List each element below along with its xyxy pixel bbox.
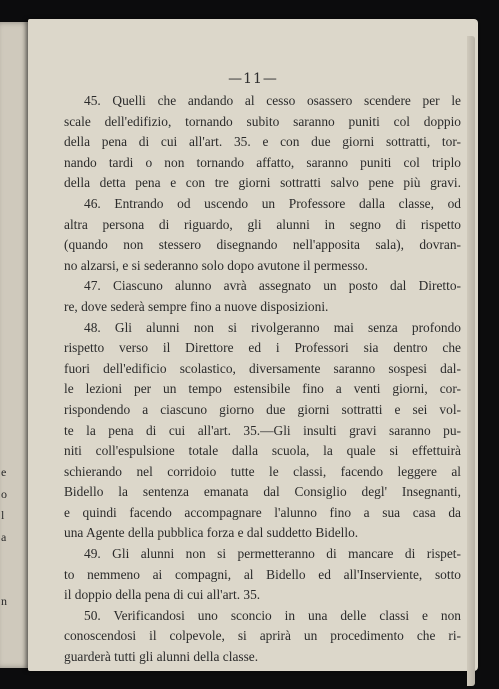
text-line: Bidello la sentenza emanata dal Consiglio degl' Insegnanti, — [64, 484, 461, 500]
text-line: schierando nel corridoio tutte le classi, facendo leggere al — [64, 463, 461, 479]
text-line: 48. Gli alunni non si rivolgeranno mai senza profondo — [84, 319, 461, 335]
text-line: (quando non stessero disegnando nell'apposita sala), dovran- — [64, 237, 461, 253]
text-line: rispetto verso il Direttore ed i Professori sia dentro che — [64, 340, 461, 356]
text-line: il doppio della pena di cui all'art. 35. — [64, 587, 261, 603]
text-line: una Agente della pubblica forza e dal suddetto Bidello. — [64, 525, 359, 541]
fragment: n — [1, 593, 7, 608]
text-line: 50. Verificandosi uno sconcio in una delle classi e non — [84, 607, 461, 623]
previous-page-fragments — [1, 462, 11, 612]
fragment: e — [1, 465, 7, 479]
fragment: a — [1, 529, 7, 544]
text-line: niti coll'espulsione totale dalla scuola, la quale si effettuirà — [64, 443, 461, 459]
fragment: l — [1, 508, 5, 522]
text-line: conoscendosi il colpevole, si aprirà un procedimento che ri- — [64, 628, 461, 644]
page-edge-shadow — [467, 36, 475, 686]
previous-page-edge — [0, 22, 30, 668]
text-line: della detta pena e con tre giorni sottratti salvo pene più gravi. — [64, 175, 461, 191]
text-line: della pena di cui all'art. 35. e con due giorni sottratti, tor- — [64, 134, 461, 150]
text-line: 49. Gli alunni non si permetteranno di mancare di rispet- — [84, 546, 461, 562]
page-number: —11— — [228, 71, 278, 87]
text-line: rispondendo a ciascuno giorno due giorni sottratti e sei vol- — [64, 401, 461, 417]
text-line: 46. Entrando od uscendo un Professore dalla classe, od — [84, 195, 461, 211]
text-line: re, dove sederà sempre fino a nuove disposizioni. — [64, 298, 329, 314]
body-text — [64, 91, 461, 668]
text-line: e quindi facendo accompagnare l'alunno fino a sua casa da — [64, 504, 461, 520]
document-page — [28, 19, 478, 671]
fragment: o — [1, 486, 7, 501]
text-line: nando tardi o non tornando affatto, saranno puniti col triplo — [64, 154, 461, 170]
text-line: 45. Quelli che andando al cesso osassero scendere per le — [84, 93, 461, 108]
text-line: no alzarsi, e si sederanno solo dopo avutone il permesso. — [64, 257, 368, 273]
text-line: to nemmeno ai compagni, al Bidello ed all'Inserviente, sotto — [64, 566, 461, 582]
text-line: le lezioni per un tempo estensibile fino a venti giorni, cor- — [64, 381, 461, 397]
text-line: 47. Ciascuno alunno avrà assegnato un posto dal Diretto- — [84, 278, 461, 294]
text-line: scale dell'edifizio, tornando subito saranno puniti col doppio — [64, 113, 461, 129]
text-line: guarderà tutti gli alunni della classe. — [64, 649, 259, 665]
text-line: altra persona di riguardo, gli alunni in segno di rispetto — [64, 216, 461, 232]
text-line: te la pena di cui all'art. 35.—Gli insulti gravi saranno pu- — [64, 422, 461, 438]
text-line: fuori dell'edificio scolastico, diversamente saranno sospesi dal- — [64, 360, 461, 376]
